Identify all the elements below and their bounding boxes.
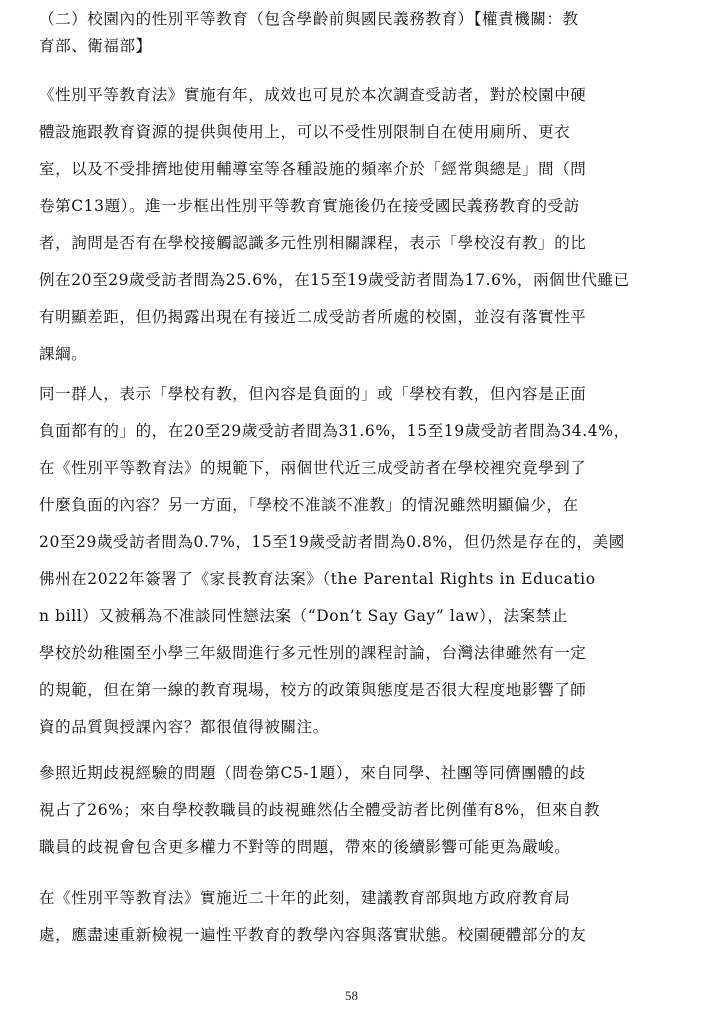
text-line: 者，詢問是否有在學校接觸認識多元性別相關課程，表示「學校沒有教」的比 [39,234,587,252]
text-line: 課綱。 [39,345,88,363]
text-line: 《性別平等教育法》實施有年，成效也可見於本次調查受訪者，對於校園中硬 [39,86,587,104]
text-line: 負面都有的」的，在20至29歲受訪者間為31.6%，15至19歲受訪者間為34.4%， [39,422,630,440]
paragraph-3 [39,755,661,866]
text-line: 例在20至29歲受訪者間為25.6%，在15至19歲受訪者間為17.6%，兩個世代雖已 [39,271,630,289]
paragraph-2 [39,376,661,746]
text-line: 有明顯差距，但仍揭露出現在有接近二成受訪者所處的校園，並沒有落實性平 [39,308,587,326]
text-line: 20至29歲受訪者間為0.7%，15至19歲受訪者間為0.8%，但仍然是存在的，美國 [39,533,625,551]
paragraph-4 [39,880,661,954]
text-line: 佛州在2022年簽署了《家長教育法案》（the Parental Rights in Educatio [39,570,596,588]
text-line: 在《性別平等教育法》實施近二十年的此刻，建議教育部與地方政府教育局 [39,889,571,907]
text-line: 室，以及不受排擠地使用輔導室等各種設施的頻率介於「經常與總是」間（問 [39,160,587,178]
text-line: 什麼負面的內容？另一方面，「學校不准談不准教」的情況雖然明顯偏少，在 [39,496,579,514]
text-line: 職員的歧視會包含更多權力不對等的問題，帶來的後續影響可能更為嚴峻。 [39,838,571,856]
paragraph-1 [39,77,661,373]
text-line: n bill）又被稱為不准談同性戀法案（“Don’t Say Gay” law），法案禁止 [39,607,568,625]
page-number: 58 [345,988,358,1003]
text-line: 在《性別平等教育法》的規範下，兩個世代近三成受訪者在學校裡究竟學到了 [39,459,587,477]
text-line: 體設施跟教育資源的提供與使用上，可以不受性別限制自在使用廁所、更衣 [39,123,571,141]
text-line: 同一群人，表示「學校有教，但內容是負面的」或「學校有教，但內容是正面 [39,385,587,403]
text-line: 處，應盡速重新檢視一遍性平教育的教學內容與落實狀態。校園硬體部分的友 [39,926,587,944]
text-line: 的規範，但在第一線的教育現場，校方的政策與態度是否很大程度地影響了師 [39,681,587,699]
text-line: 卷第C13題）。進一步框出性別平等教育實施後仍在接受國民義務教育的受訪 [39,197,580,215]
text-line: 參照近期歧視經驗的問題（問卷第C5-1題），來自同學、社團等同儕團體的歧 [39,764,586,782]
heading-line: 育部、衛福部】 [39,37,152,55]
text-line: 學校於幼稚園至小學三年級間進行多元性別的課程討論，台灣法律雖然有一定 [39,644,587,662]
text-line: 資的品質與授課內容？都很值得被關注。 [39,718,329,736]
heading-line: （二）校園內的性別平等教育（包含學齡前與國民義務教育）【權責機關：教 [39,10,579,28]
section-heading [39,6,669,60]
text-line: 視占了26%；來自學校教職員的歧視雖然佔全體受訪者比例僅有8%，但來自教 [39,801,601,819]
